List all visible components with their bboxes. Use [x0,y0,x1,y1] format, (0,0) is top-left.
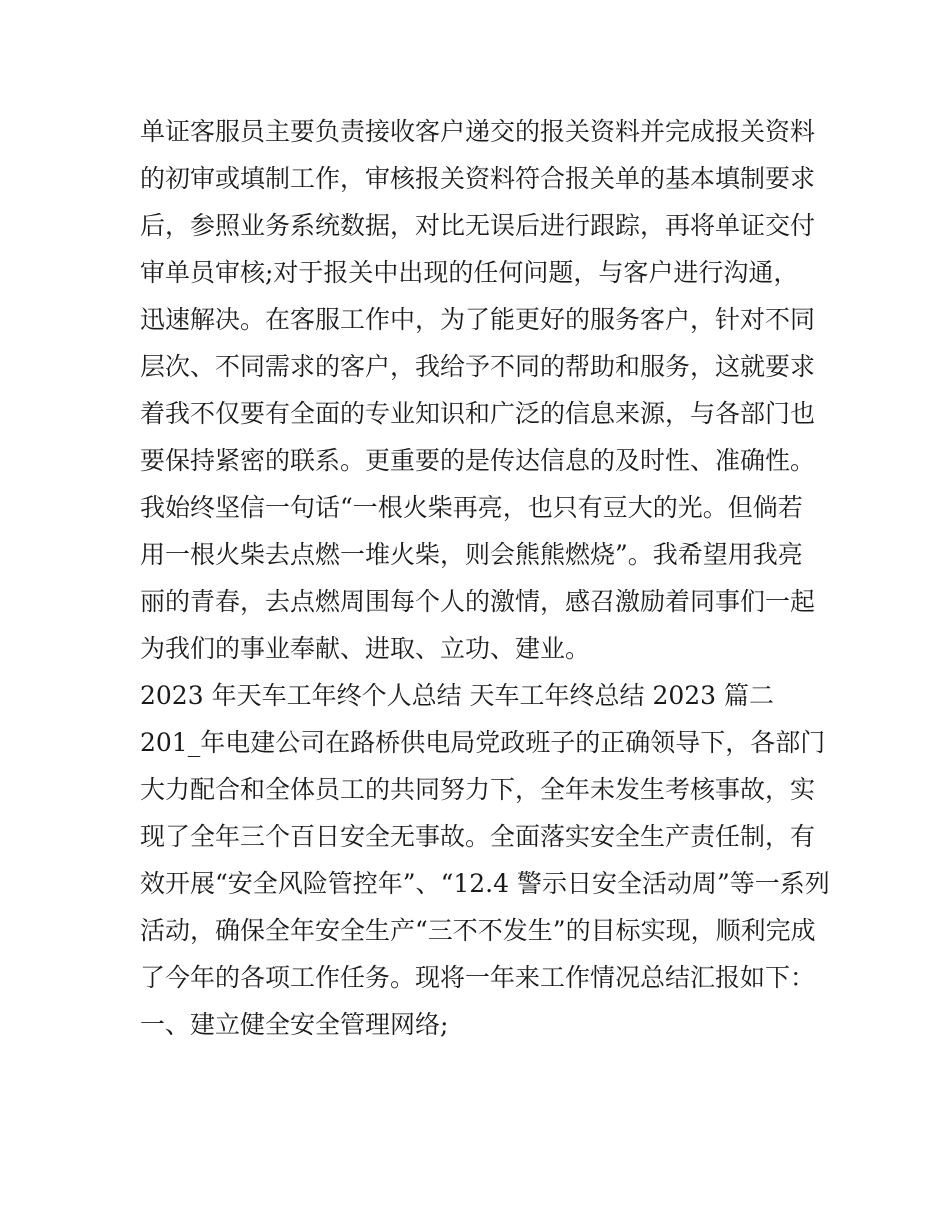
text-line: 现了全年三个百日安全无事故。全面落实安全生产责任制，有 [140,822,816,851]
text-line: 丽的青春，去点燃周围每个人的激情，感召激励着同事们一起 [140,587,816,616]
text-line: 我始终坚信一句话“一根火柴再亮，也只有豆大的光。但倘若 [140,493,803,522]
section-heading: 2023 年天车工年终个人总结 天车工年终总结 2023 篇二 [140,681,775,710]
text-line: 一、建立健全安全管理网络; [140,1010,449,1039]
text-line: 效开展“安全风险管控年”、“12.4 警示日安全活动周”等一系列 [140,869,830,898]
body-text [140,108,830,1048]
text-line: 迅速解决。在客服工作中，为了能更好的服务客户，针对不同 [140,305,816,334]
text-line: 着我不仅要有全面的专业知识和广泛的信息来源，与各部门也 [140,399,816,428]
text-line: 活动，确保全年安全生产“三不不发生”的目标实现，顺利完成 [140,916,816,945]
text-line: 要保持紧密的联系。更重要的是传达信息的及时性、准确性。 [140,446,816,475]
text-line: 单证客服员主要负责接收客户递交的报关资料并完成报关资料 [140,117,816,146]
text-line: 201_年电建公司在路桥供电局党政班子的正确领导下，各部门 [140,728,826,757]
text-line: 为我们的事业奉献、进取、立功、建业。 [140,634,591,663]
text-line: 层次、不同需求的客户，我给予不同的帮助和服务，这就要求 [140,352,816,381]
text-line: 后，参照业务系统数据，对比无误后进行跟踪，再将单证交付 [140,211,816,240]
text-line: 审单员审核;对于报关中出现的任何问题，与客户进行沟通， [140,258,799,287]
text-line: 了今年的各项工作任务。现将一年来工作情况总结汇报如下： [140,963,816,992]
text-line: 的初审或填制工作，审核报关资料符合报关单的基本填制要求 [140,164,816,193]
text-line: 用一根火柴去点燃一堆火柴，则会熊熊燃烧”。我希望用我亮 [140,540,803,569]
text-line: 大力配合和全体员工的共同努力下，全年未发生考核事故，实 [140,775,816,804]
